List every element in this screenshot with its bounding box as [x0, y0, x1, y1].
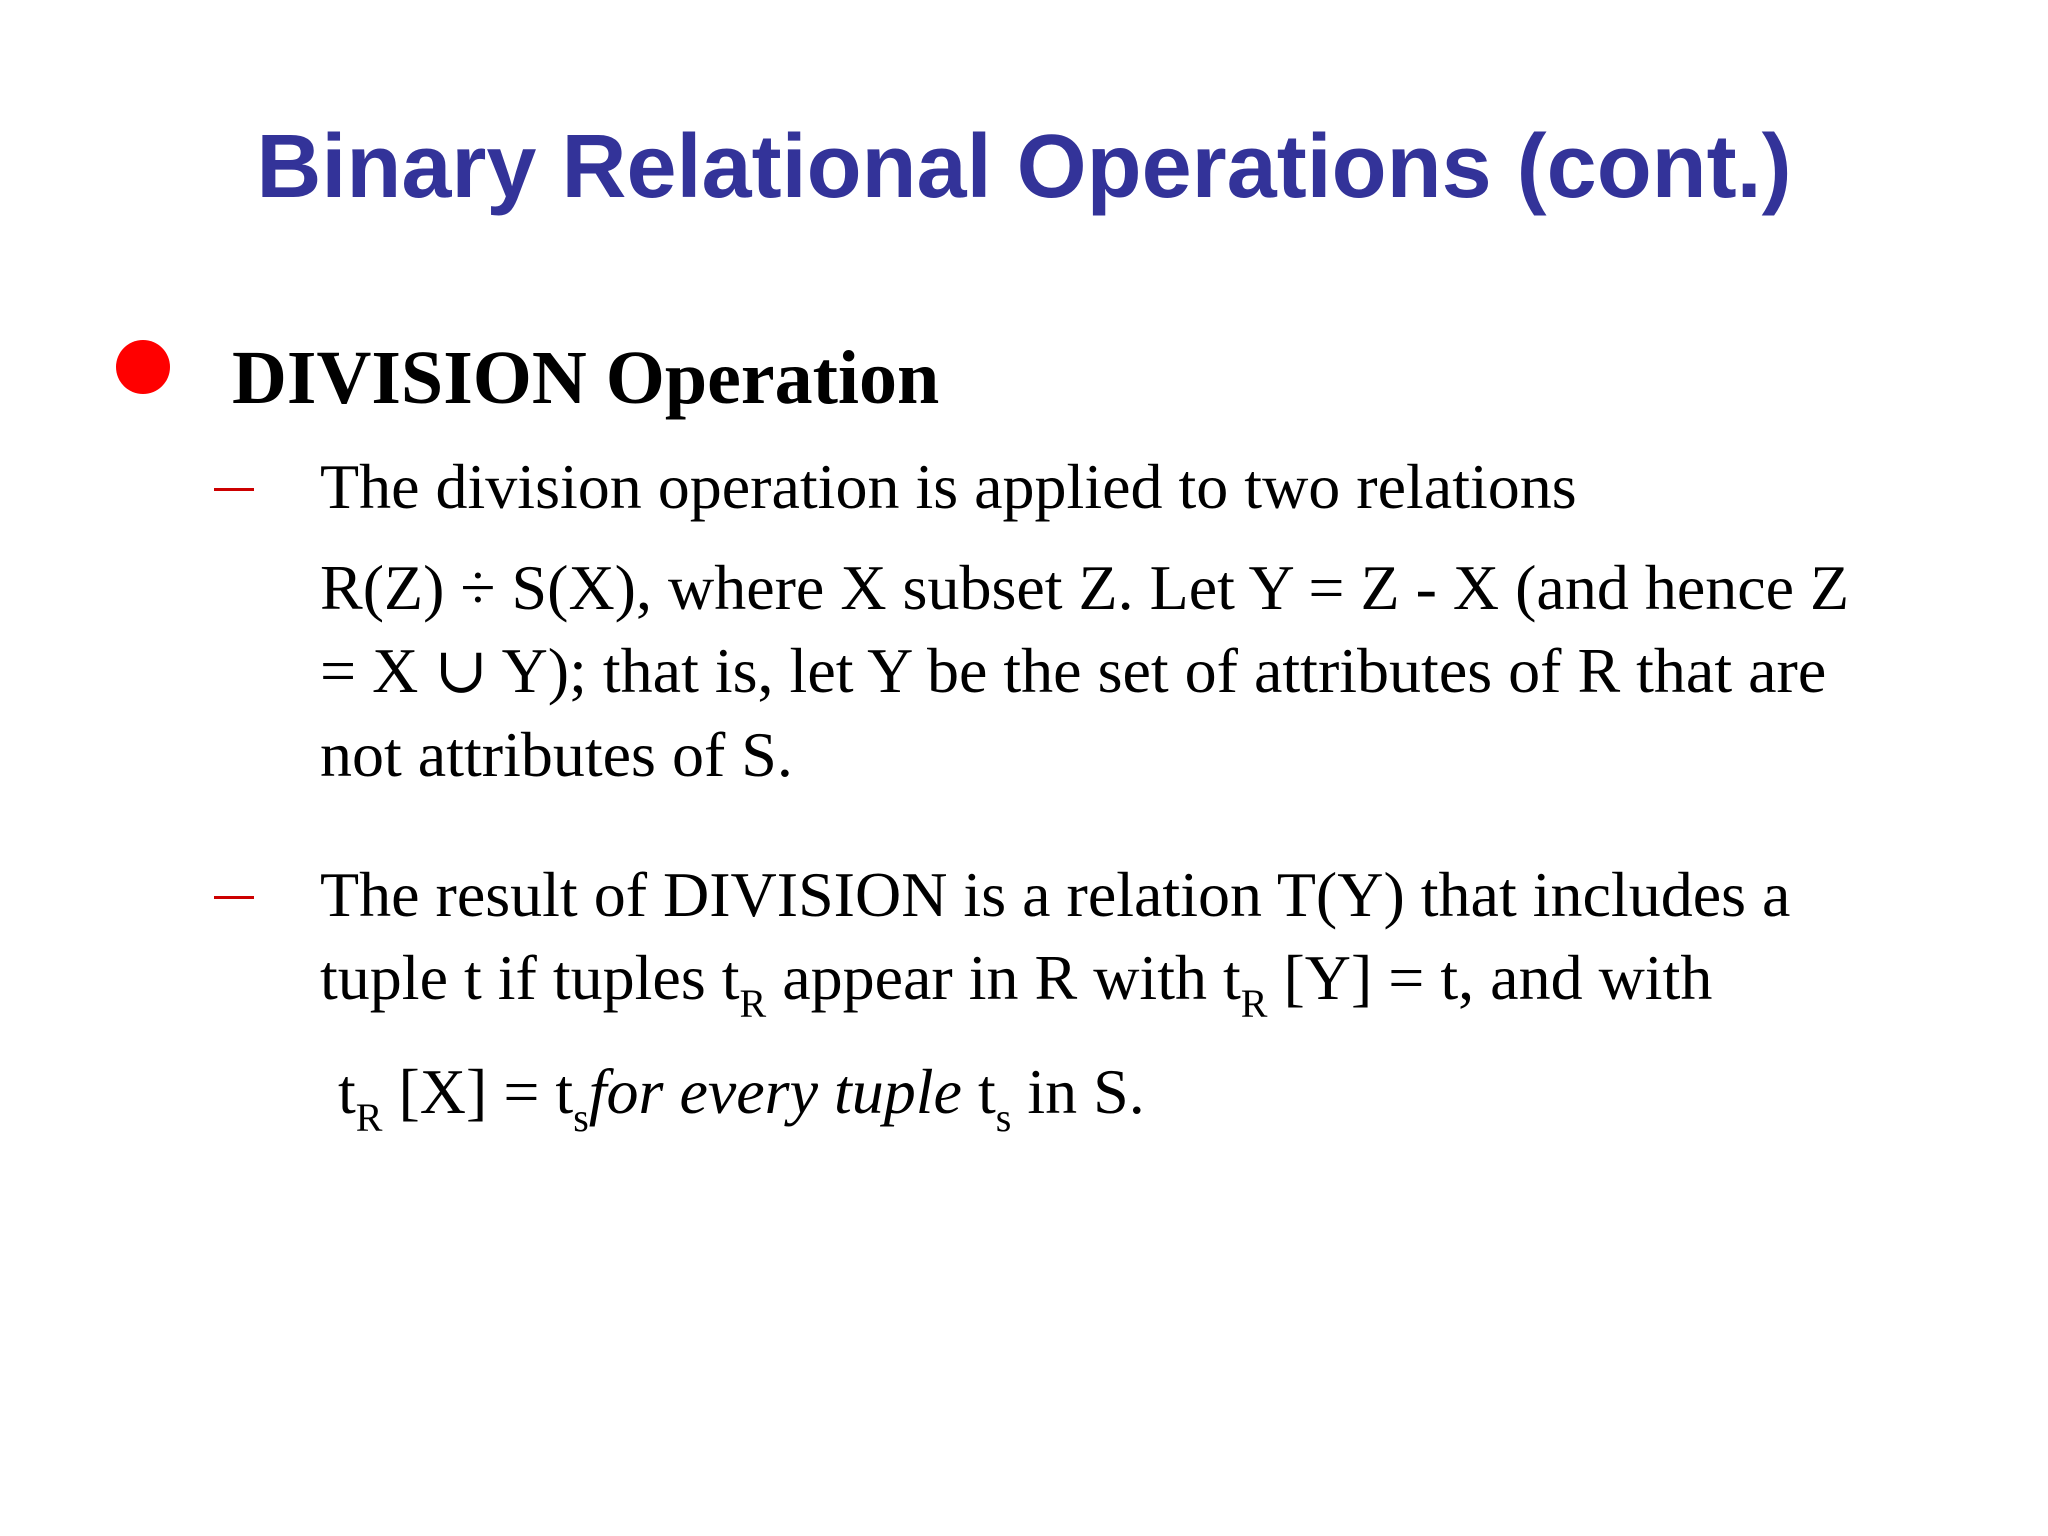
text-run: [Y] = t, and with [1267, 942, 1713, 1013]
text-run: [X] = t [382, 1056, 574, 1127]
subscript: R [739, 981, 767, 1026]
subscript: s [573, 1095, 589, 1140]
text-run: tuple t if tuples t [320, 942, 740, 1013]
dash-bullet-icon [214, 896, 254, 899]
subscript: s [995, 1095, 1012, 1140]
text-run: in S. [1011, 1056, 1145, 1127]
bullet2-line2 [320, 938, 1713, 1026]
subscript: R [1240, 981, 1268, 1026]
text-run: t [961, 1056, 996, 1127]
bullet1-line2: R(Z) ÷ S(X), where X subset Z. Let Y = Z - X (and hence Z [320, 552, 1850, 623]
italic-text: for every tuple [588, 1056, 962, 1127]
slide-title: Binary Relational Operations (cont.) [256, 117, 1792, 217]
bullet2-line3 [338, 1052, 1145, 1140]
bullet1-line4: not attributes of S. [320, 719, 793, 790]
dash-bullet-icon [214, 488, 254, 491]
section-heading: DIVISION Operation [232, 336, 940, 420]
bullet1-line3: = X ∪ Y); that is, let Y be the set of attributes of R that are [320, 635, 1827, 706]
text-run: t [338, 1056, 356, 1127]
text-run: appear in R with t [766, 942, 1241, 1013]
subscript: R [355, 1095, 383, 1140]
bullet-dot-icon [116, 340, 170, 394]
bullet2-line1: The result of DIVISION is a relation T(Y) that includes a [320, 859, 1791, 930]
bullet1-line1: The division operation is applied to two relations [320, 451, 1577, 522]
